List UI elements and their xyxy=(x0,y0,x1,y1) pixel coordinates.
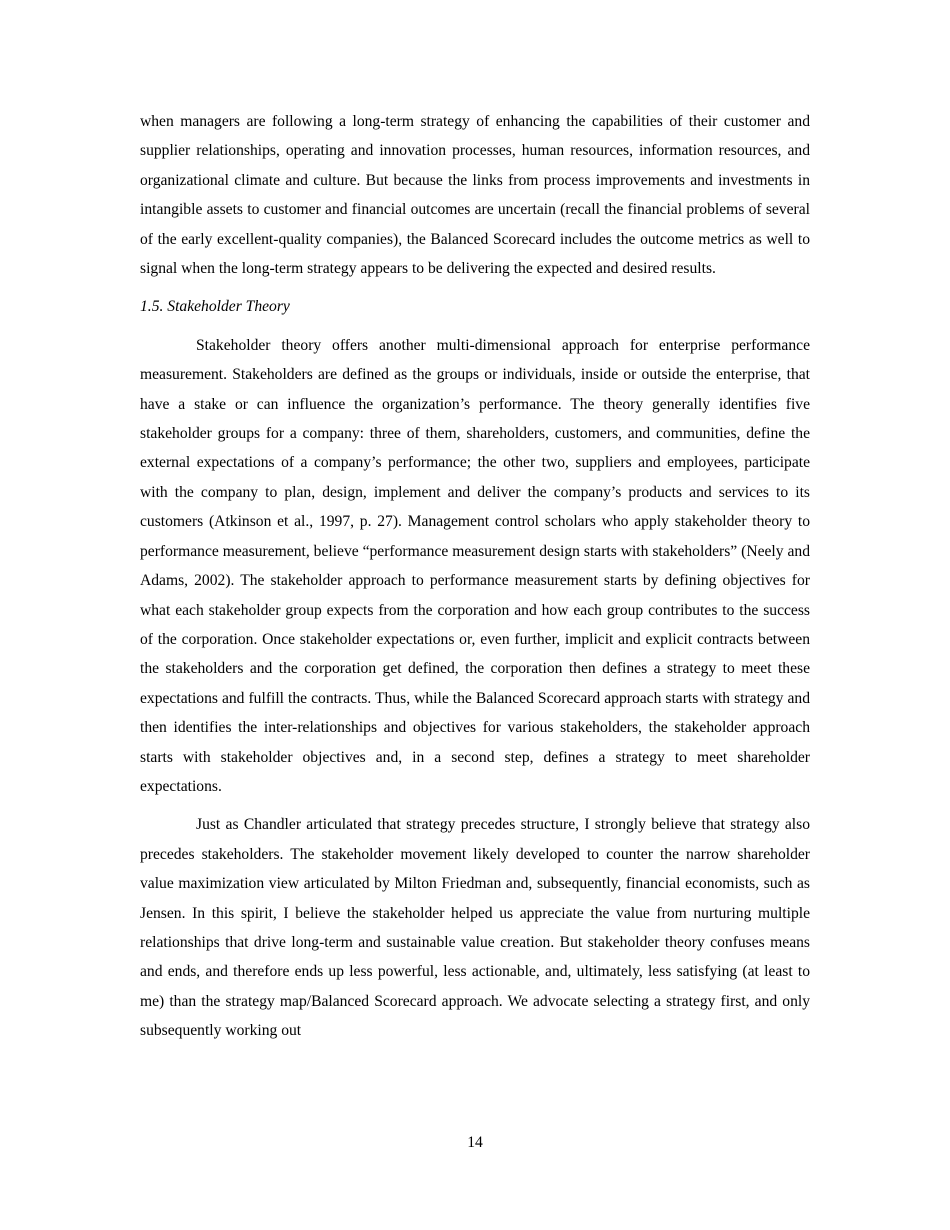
page-number: 14 xyxy=(467,1134,483,1151)
section-heading: 1.5. Stakeholder Theory xyxy=(140,298,290,316)
paragraph-stakeholder-theory: Stakeholder theory offers another multi-dimensional approach for enterprise performance measurement. Stakeholders are defined as the groups or individuals, inside or outside the enterprise, that have a stake or can influence the organization’s performance. The theory generally identifies five stakeholder groups for a company: three of them, shareholders, customers, and communities, define the external expectations of a company’s performance; the other two, suppliers and employees, participate with the company to plan, design, implement and deliver the company’s products and services to its customers (Atkinson et al., 1997, p. 27). Management control scholars who apply stakeholder theory to performance measurement, believe “performance measurement design starts with stakeholders” (Neely and Adams, 2002). The stakeholder approach to performance measurement starts by defining objectives for what each stakeholder group expects from the corporation and how each group contributes to the success of the corporation. Once stakeholder expectations or, even further, implicit and explicit contracts between the stakeholders and the corporation get defined, the corporation then defines a strategy to meet these expectations and fulfill the contracts. Thus, while the Balanced Scorecard approach starts with strategy and then identifies the inter-relationships and objectives for various stakeholders, the stakeholder approach starts with stakeholder objectives and, in a second step, defines a strategy to meet shareholder expectations. xyxy=(140,336,810,795)
paragraph-strategy-precedes: Just as Chandler articulated that strategy precedes structure, I strongly believe that strategy also precedes stakeholders. The stakeholder movement likely developed to counter the narrow shareholder value maximization view articulated by Milton Friedman and, subsequently, financial economists, such as Jensen. In this spirit, I believe the stakeholder helped us appreciate the value from nurturing multiple relationships that drive long-term and sustainable value creation. But stakeholder theory confuses means and ends, and therefore ends up less powerful, less actionable, and, ultimately, less satisfying (at least to me) than the strategy map/Balanced Scorecard approach. We advocate selecting a strategy first, and only subsequently working out xyxy=(140,816,810,1040)
page-body xyxy=(140,107,810,1046)
paragraph-continuation: when managers are following a long-term strategy of enhancing the capabilities of their customer and supplier relationships, operating and innovation processes, human resources, information resources, and organizational climate and culture. But because the links from process improvements and investments in intangible assets to customer and financial outcomes are uncertain (recall the financial problems of several of the early excellent-quality companies), the Balanced Scorecard includes the outcome metrics as well to signal when the long-term strategy appears to be delivering the expected and desired results. xyxy=(140,113,810,278)
